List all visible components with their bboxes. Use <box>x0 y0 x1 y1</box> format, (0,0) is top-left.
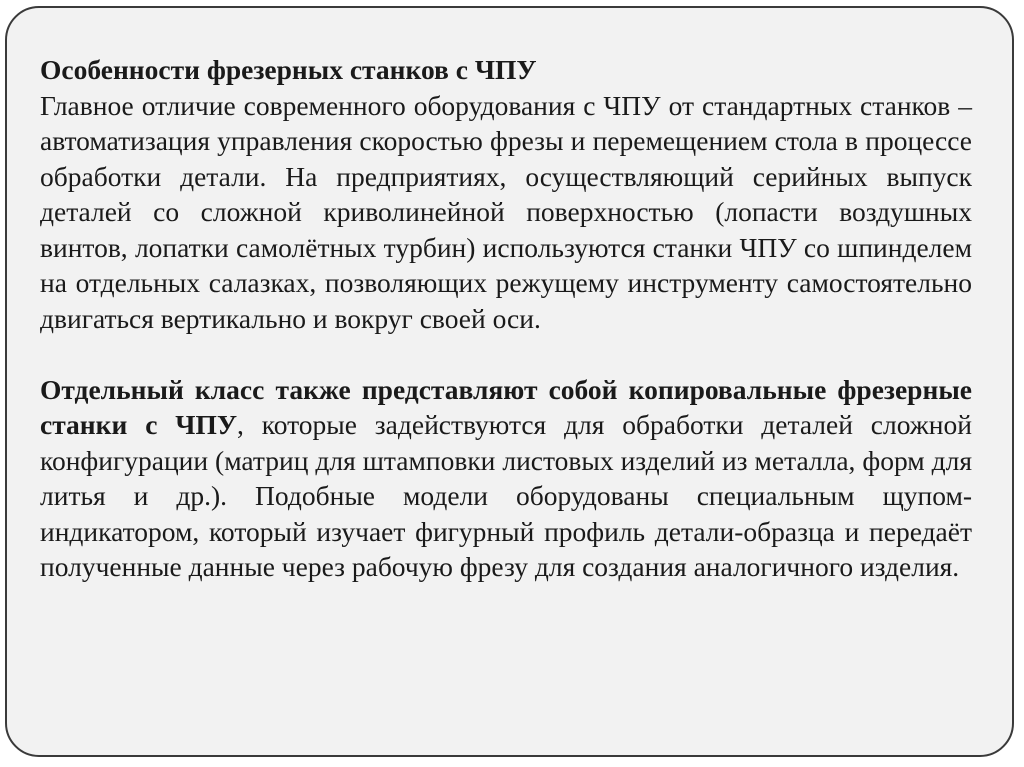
slide-title: Особенности фрезерных станков с ЧПУ <box>40 54 537 85</box>
paragraph-spacer <box>40 336 972 372</box>
paragraph-main-difference: Главное отличие современного оборудования с ЧПУ от стандартных станков – автоматизация управления скоростью фрезы и перемещением стола в процессе обработки детали. На предприятиях, осуществляющий серийных выпуск деталей со сложной криволинейной поверхностью (лопасти воздушных винтов, лопатки самолётных турбин) используются станки ЧПУ со шпинделем на отдельных салазках, позволяющих режущему инструменту самостоятельно двигаться вертикально и вокруг своей оси. <box>40 89 972 334</box>
paragraph-copy-milling-bold: Отдельный класс также представляют собой копировальные фрезерные станки с ЧПУ <box>40 373 972 440</box>
slide-frame <box>5 6 1014 757</box>
paragraph-copy-milling-text: , которые задействуются для обработки деталей сложной конфигурации (матриц для штамповки листовых изделий из металла, форм для литья и др.). Подобные модели оборудованы специальным щупом-индикатором, который изучает фигурный профиль детали-образца и передаёт полученные данные через рабочую фрезу для создания аналогичного изделия. <box>40 409 972 582</box>
slide-content <box>40 52 972 585</box>
paragraph-copy-milling <box>40 372 972 585</box>
